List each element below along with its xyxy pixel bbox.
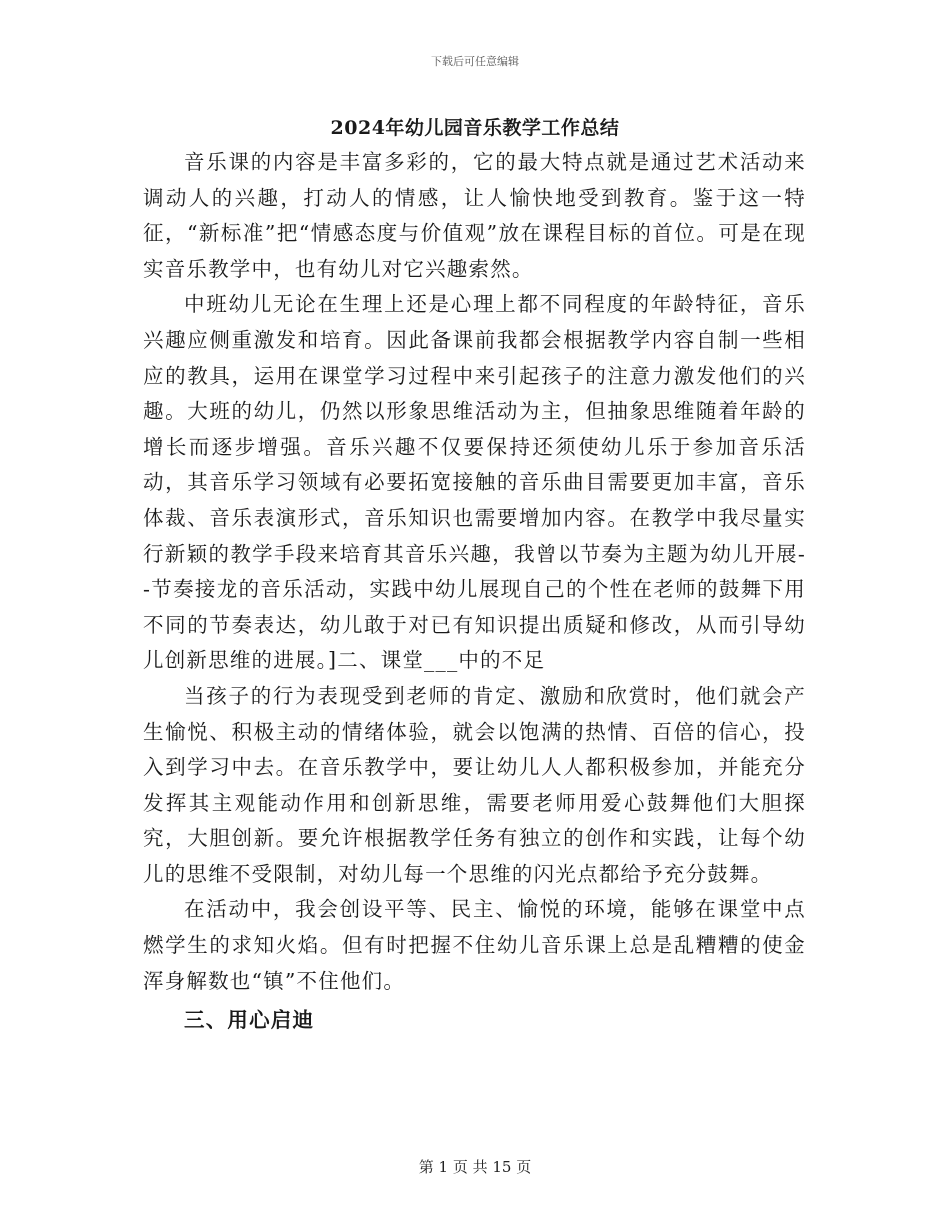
paragraph-2: 中班幼儿无论在生理上还是心理上都不同程度的年龄特征，音乐兴趣应侧重激发和培育。因此备课前我都会根据教学内容自制一些相应的教具，运用在课堂学习过程中来引起孩子的注意力激发他们的兴趣。大班的幼儿，仍然以形象思维活动为主，但抽象思维随着年龄的增长而逐步增强。音乐兴趣不仅要保持还须使幼儿乐于参加音乐活动，其音乐学习领域有必要拓宽接触的音乐曲目需要更加丰富，音乐体裁、音乐表演形式，音乐知识也需要增加内容。在教学中我尽量实行新颖的教学手段来培育其音乐兴趣，我曾以节奏为主题为幼儿开展--节奏接龙的音乐活动，实践中幼儿展现自己的个性在老师的鼓舞下用不同的节奏表达，幼儿敢于对已有知识提出质疑和修改，从而引导幼儿创新思维的进展。]二、课堂___中的不足 [143, 292, 806, 673]
paragraph-1: 音乐课的内容是丰富多彩的，它的最大特点就是通过艺术活动来调动人的兴趣，打动人的情感，让人愉快地受到教育。鉴于这一特征，“新标准”把“情感态度与价值观”放在课程目标的首位。可是在现实音乐教学中，也有幼儿对它兴趣索然。 [143, 150, 806, 281]
section-heading: 三、用心启迪 [184, 1008, 315, 1033]
paragraph-4: 在活动中，我会创设平等、民主、愉悦的环境，能够在课堂中点燃学生的求知火焰。但有时把握不住幼儿音乐课上总是乱糟糟的使金浑身解数也“镇”不住他们。 [143, 897, 806, 993]
header-note: 下载后可任意编辑 [431, 55, 519, 68]
document-body [143, 145, 806, 1039]
document-title: 2024年幼儿园音乐教学工作总结 [330, 117, 620, 139]
page-number: 第 1 页 共 15 页 [418, 1158, 532, 1176]
paragraph-3: 当孩子的行为表现受到老师的肯定、激励和欣赏时，他们就会产生愉悦、积极主动的情绪体验，就会以饱满的热情、百倍的信心，投入到学习中去。在音乐教学中，要让幼儿人人都积极参加，并能充分发挥其主观能动作用和创新思维，需要老师用爱心鼓舞他们大胆探究，大胆创新。要允许根据教学任务有独立的创作和实践，让每个幼儿的思维不受限制，对幼儿每一个思维的闪光点都给予充分鼓舞。 [143, 683, 806, 886]
